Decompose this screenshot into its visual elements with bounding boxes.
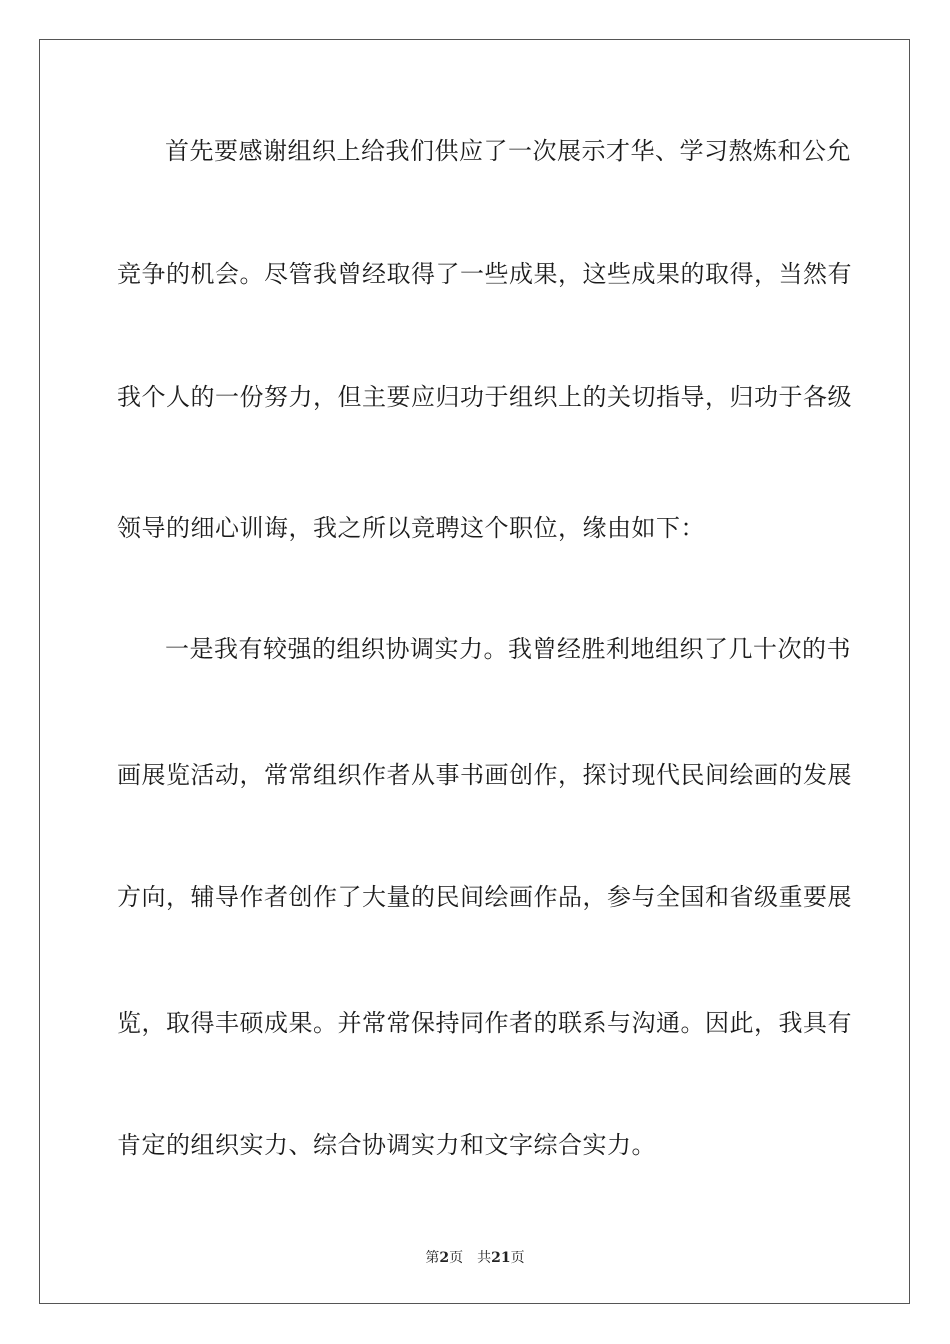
paragraph-2-line-1: 一是我有较强的组织协调实力。我曾经胜利地组织了几十次的书 bbox=[165, 635, 851, 663]
page-footer bbox=[0, 1247, 950, 1267]
paragraph-2-line-2: 画展览活动，常常组织作者从事书画创作，探讨现代民间绘画的发展 bbox=[117, 761, 852, 789]
footer-total-suffix: 页 bbox=[510, 1250, 525, 1266]
paragraph-2-line-4: 览，取得丰硕成果。并常常保持同作者的联系与沟通。因此，我具有 bbox=[117, 1009, 852, 1037]
page-border bbox=[39, 39, 910, 1304]
footer-total-prefix: 共 bbox=[477, 1250, 492, 1266]
paragraph-1-line-2: 竞争的机会。尽管我曾经取得了一些成果，这些成果的取得，当然有 bbox=[117, 260, 852, 288]
paragraph-1-line-1: 首先要感谢组织上给我们供应了一次展示才华、学习熬炼和公允 bbox=[165, 137, 851, 165]
paragraph-2-line-5: 肯定的组织实力、综合协调实力和文字综合实力。 bbox=[117, 1131, 656, 1159]
footer-total-pages: 21 bbox=[491, 1250, 511, 1266]
footer-page-prefix: 第 bbox=[425, 1250, 440, 1266]
footer-page-number: 2 bbox=[439, 1250, 450, 1266]
paragraph-1-line-4: 领导的细心训诲，我之所以竞聘这个职位，缘由如下： bbox=[117, 514, 705, 542]
footer-page-suffix: 页 bbox=[449, 1250, 464, 1266]
paragraph-2-line-3: 方向，辅导作者创作了大量的民间绘画作品，参与全国和省级重要展 bbox=[117, 883, 852, 911]
paragraph-1-line-3: 我个人的一份努力，但主要应归功于组织上的关切指导，归功于各级 bbox=[117, 383, 852, 411]
